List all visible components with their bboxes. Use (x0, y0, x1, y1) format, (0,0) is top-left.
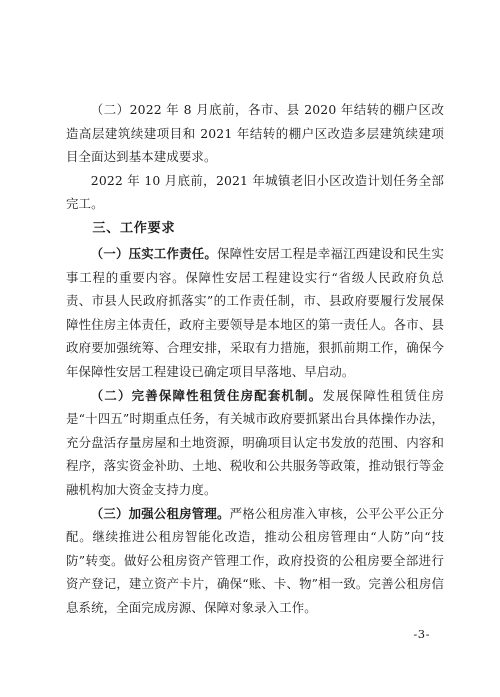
requirement-lead: （一）压实工作责任。 (90, 245, 217, 261)
requirement-paragraph-responsibility (66, 242, 444, 384)
paragraph-text: 2022 年 10 月底前，2021 年城镇老旧小区改造计划任务全部完工。 (66, 172, 444, 212)
requirement-lead: （三）加强公租房管理。 (90, 505, 230, 521)
paragraph-progress-2022-october (66, 169, 444, 216)
requirement-text: 发展保障性租赁住房是“十四五”时期重点任务，有关城市政府要抓紧出台具体操作办法，充分盘活存量房屋和土地资源，明确项目认定书发放的范围、内容和程序，落实资金补助、土地、税收和公共服务等政策，推动银行等金融机构加大资金支持力度。 (66, 387, 444, 497)
requirement-paragraph-rental-housing (66, 384, 444, 502)
requirement-lead: （二）完善保障性租赁住房配套机制。 (90, 387, 323, 403)
paragraph-progress-2022-august (66, 98, 444, 169)
paragraph-text: （二）2022 年 8 月底前，各市、县 2020 年结转的棚户区改造高层建筑续建项目和 2021 年结转的棚户区改造多层建筑续建项目全面达到基本建成要求。 (66, 102, 444, 165)
requirement-text: 严格公租房准入审核，公平公平公正分配。继续推进公租房智能化改造，推动公租房管理由“人防”向“技防”转变。做好公租房资产管理工作，政府投资的公租房要全部进行资产登记，建立资产卡片，确保“账、卡、物”相一致。完善公租房信息系统，全面完成房源、保障对象录入工作。 (66, 505, 444, 615)
section-heading-work-requirements: 三、工作要求 (92, 220, 176, 236)
requirement-paragraph-public-rental-management (66, 502, 444, 620)
document-body (66, 98, 444, 619)
requirement-text: 保障性安居工程是幸福江西建设和民生实事工程的重要内容。保障性安居工程建设实行“省级人民政府负总责、市县人民政府抓落实”的工作责任制，市、县政府要履行发展保障性住房主体责任，政府主要领导是本地区的第一责任人。各市、县政府要加强统筹、合理安排，采取有力措施，狠抓前期工作，确保今年保障性安居工程建设已确定项目早落地、早启动。 (66, 245, 444, 379)
page-number: -3- (413, 627, 430, 641)
